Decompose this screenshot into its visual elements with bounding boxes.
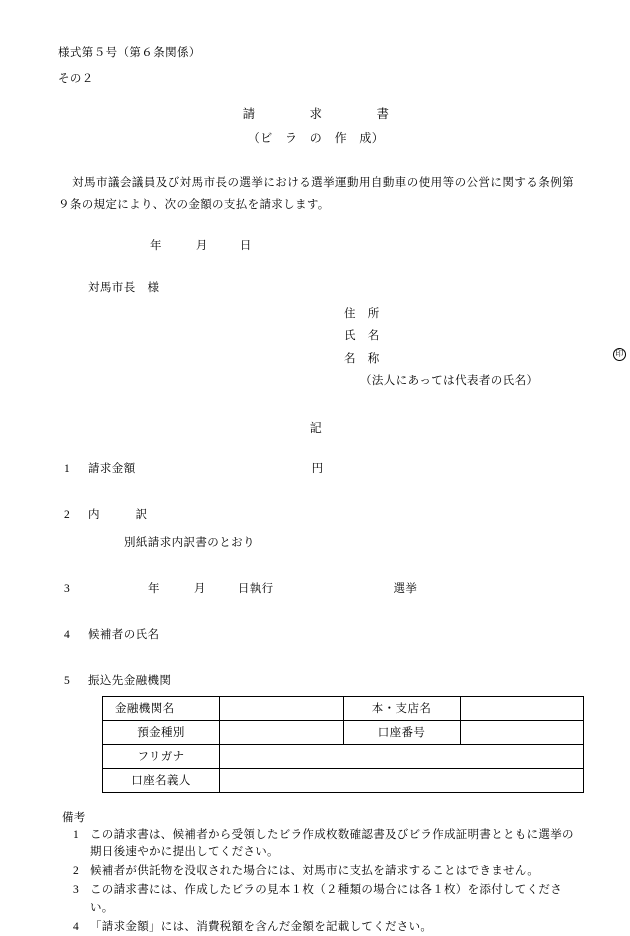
document-subtitle: （ビ ラ の 作 成）	[247, 131, 385, 145]
remarks-title: 備考	[62, 811, 86, 824]
date-day: 日	[239, 239, 252, 252]
remark-number: 3	[72, 883, 80, 896]
item-2-label: 内 訳	[88, 508, 148, 521]
item-4-number: 4	[64, 628, 71, 641]
bank-name-label-text: 金融機関名	[115, 703, 175, 716]
form-number: 様式第５号（第６条関係）	[58, 47, 201, 59]
item-2-sub-text: 別紙請求内訳書のとおり	[124, 536, 255, 549]
applicant-name-row	[344, 325, 574, 347]
branch-name-label	[343, 696, 460, 720]
item-3-number: 3	[64, 582, 71, 595]
body-paragraph-text: 対馬市議会議員及び対馬市長の選挙における選挙運動用自動車の使用等の公営に関する条例第９条の規定により、次の金額の支払を請求します。	[58, 177, 574, 212]
bank-name-label	[103, 696, 220, 720]
title-part-1: 請	[242, 107, 256, 121]
applicant-company-row	[344, 348, 624, 370]
item-2-breakdown	[58, 506, 574, 550]
remark-number: 4	[72, 920, 80, 933]
date-month: 月	[195, 239, 208, 252]
list-item	[62, 863, 574, 881]
ki-heading: 記	[309, 420, 323, 435]
deposit-type-value[interactable]	[220, 720, 344, 744]
applicant-corporate-note: （法人にあっては代表者の氏名）	[360, 375, 539, 388]
account-holder-label-text: 口座名義人	[131, 775, 191, 788]
applicant-address-label: 住 所	[344, 307, 380, 320]
furigana-label	[103, 744, 220, 768]
item-1-number: 1	[64, 462, 71, 475]
title-part-3: 書	[376, 107, 390, 121]
body-paragraph	[58, 172, 574, 217]
applicant-block	[344, 303, 624, 393]
table-row	[103, 744, 584, 768]
item-3-election	[58, 580, 574, 596]
account-holder-value[interactable]	[220, 768, 584, 792]
account-number-value[interactable]	[460, 720, 584, 744]
deposit-type-label	[103, 720, 220, 744]
item-3-election-label: 選挙	[393, 582, 418, 595]
remark-text: この請求書には、作成したビラの見本１枚（２種類の場合には各１枚）を添付してください。	[90, 883, 562, 914]
item-5-bank	[58, 672, 574, 688]
account-holder-label	[103, 768, 220, 792]
furigana-label-text: フリガナ	[137, 751, 185, 764]
title-part-2: 求	[309, 107, 323, 121]
branch-name-label-text: 本・支店名	[371, 703, 432, 716]
item-1-label: 請求金額	[88, 462, 136, 475]
list-item	[62, 827, 574, 863]
applicant-name-label: 氏 名	[344, 330, 380, 343]
applicant-company-label: 名 称	[344, 352, 380, 365]
addressee: 対馬市長 様	[88, 281, 160, 294]
list-item	[62, 919, 574, 936]
item-3-month: 月	[193, 582, 206, 595]
date-line	[150, 237, 574, 253]
date-year: 年	[150, 239, 162, 252]
account-number-label	[343, 720, 460, 744]
remark-number: 2	[72, 865, 80, 878]
remark-text: この請求書は、候補者から受領したビラ作成枚数確認書及びビラ作成証明書とともに選挙の期日後速やかに提出してください。	[90, 828, 574, 859]
remark-number: 1	[72, 828, 80, 841]
item-2-number: 2	[64, 508, 71, 521]
list-item	[62, 882, 574, 918]
furigana-value[interactable]	[220, 744, 584, 768]
item-3-day-exec: 日執行	[237, 582, 274, 595]
item-5-label: 振込先金融機関	[88, 674, 172, 687]
remark-text: 候補者が供託物を没収された場合には、対馬市に支払を請求することはできません。	[90, 865, 540, 878]
applicant-address-row	[344, 303, 574, 325]
item-1-unit: 円	[311, 462, 324, 475]
item-5-number: 5	[64, 674, 71, 687]
remarks-section	[62, 809, 574, 936]
seal-mark-icon: 印	[613, 348, 626, 361]
item-4-candidate-name	[58, 626, 574, 642]
document-title	[58, 104, 574, 122]
form-sub-number: その２	[58, 73, 94, 85]
account-number-label-text: 口座番号	[377, 727, 426, 740]
table-row	[103, 720, 584, 744]
bank-info-table	[102, 696, 584, 793]
item-4-label: 候補者の氏名	[88, 628, 160, 641]
remark-text: 「請求金額」には、消費税額を含んだ金額を記載してください。	[90, 920, 433, 933]
item-1-amount	[58, 460, 574, 476]
branch-name-value[interactable]	[460, 696, 584, 720]
deposit-type-label-text: 預金種別	[137, 727, 185, 740]
item-3-year: 年	[148, 582, 160, 595]
table-row	[103, 696, 584, 720]
table-row	[103, 768, 584, 792]
bank-name-value[interactable]	[220, 696, 344, 720]
